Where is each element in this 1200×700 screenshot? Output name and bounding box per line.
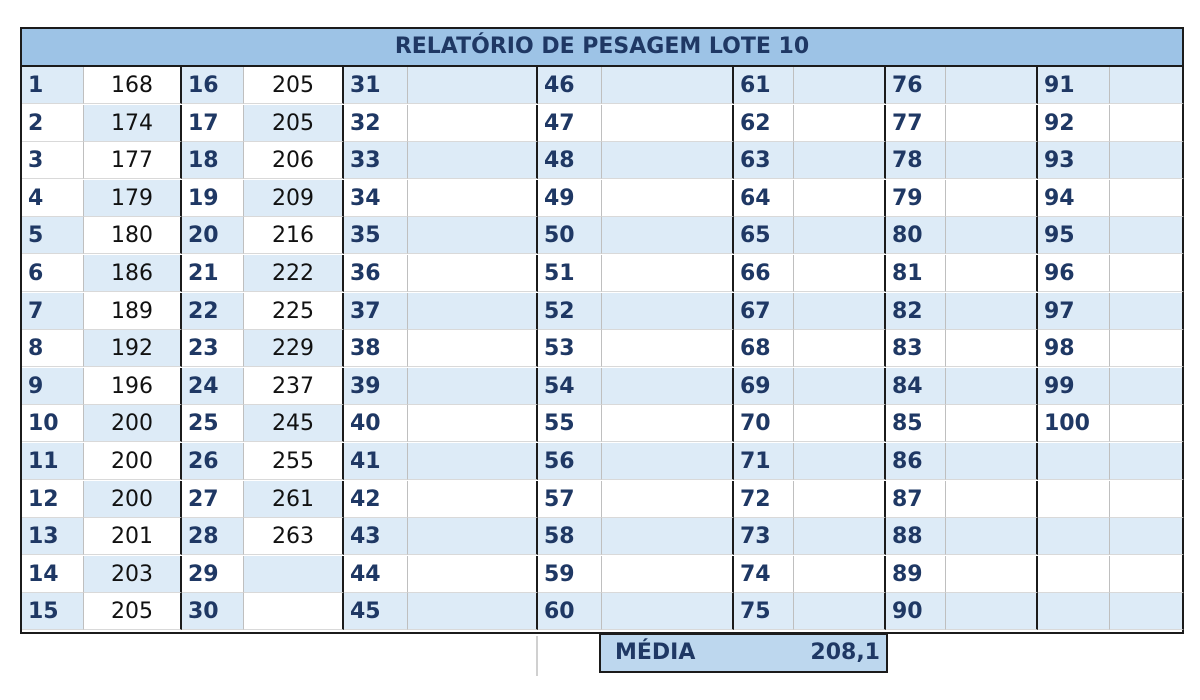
weight-value: 245 <box>244 405 344 442</box>
row-number: 1 <box>22 67 84 104</box>
row-number: 79 <box>886 180 946 217</box>
row-number: 78 <box>886 142 946 179</box>
weights-grid <box>22 67 1182 632</box>
row-number: 35 <box>344 217 408 254</box>
weight-value: 225 <box>244 293 344 330</box>
weight-value <box>602 330 734 367</box>
row-number: 3 <box>22 142 84 179</box>
row-number: 54 <box>538 368 602 405</box>
row-number <box>1038 556 1110 593</box>
row-number: 67 <box>734 293 794 330</box>
row-number: 98 <box>1038 330 1110 367</box>
weight-value <box>1110 217 1184 254</box>
average-box <box>599 633 888 673</box>
weight-value: 186 <box>84 255 182 292</box>
row-number: 16 <box>182 67 244 104</box>
weight-value <box>946 142 1038 179</box>
row-number: 95 <box>1038 217 1110 254</box>
row-number: 92 <box>1038 105 1110 142</box>
row-number: 71 <box>734 443 794 480</box>
weight-value <box>946 593 1038 630</box>
weight-value <box>794 217 886 254</box>
row-number: 31 <box>344 67 408 104</box>
report-title: RELATÓRIO DE PESAGEM LOTE 10 <box>22 29 1182 67</box>
weight-value: 205 <box>244 67 344 104</box>
row-number <box>1038 481 1110 518</box>
weight-value: 205 <box>244 105 344 142</box>
row-number: 77 <box>886 105 946 142</box>
row-number: 88 <box>886 518 946 555</box>
row-number: 72 <box>734 481 794 518</box>
row-number: 66 <box>734 255 794 292</box>
row-number: 18 <box>182 142 244 179</box>
row-number: 15 <box>22 593 84 630</box>
row-number: 61 <box>734 67 794 104</box>
weight-value: 206 <box>244 142 344 179</box>
weight-value <box>602 368 734 405</box>
weight-value <box>946 67 1038 104</box>
weight-value <box>1110 180 1184 217</box>
weight-value <box>794 593 886 630</box>
weight-value <box>408 293 538 330</box>
weight-value <box>244 556 344 593</box>
weight-value: 200 <box>84 405 182 442</box>
weight-value <box>794 518 886 555</box>
row-number: 80 <box>886 217 946 254</box>
row-number: 64 <box>734 180 794 217</box>
weight-value <box>946 255 1038 292</box>
weight-value <box>1110 330 1184 367</box>
row-number <box>1038 518 1110 555</box>
row-number: 6 <box>22 255 84 292</box>
weight-value <box>794 443 886 480</box>
weight-value <box>408 67 538 104</box>
weight-value <box>794 368 886 405</box>
weight-value <box>1110 255 1184 292</box>
weight-value <box>794 105 886 142</box>
weight-value: 201 <box>84 518 182 555</box>
row-number: 83 <box>886 330 946 367</box>
row-number: 20 <box>182 217 244 254</box>
row-number: 8 <box>22 330 84 367</box>
row-number: 93 <box>1038 142 1110 179</box>
weight-value <box>946 368 1038 405</box>
row-number: 32 <box>344 105 408 142</box>
weighing-report-table <box>20 27 1184 634</box>
row-number: 87 <box>886 481 946 518</box>
weight-value <box>946 105 1038 142</box>
weight-value <box>1110 593 1184 630</box>
weight-value <box>946 518 1038 555</box>
row-number: 12 <box>22 481 84 518</box>
weight-value <box>408 368 538 405</box>
weight-value: 189 <box>84 293 182 330</box>
row-number: 41 <box>344 443 408 480</box>
weight-value <box>408 142 538 179</box>
divider-line <box>536 636 538 676</box>
weight-value: 261 <box>244 481 344 518</box>
weight-value: 209 <box>244 180 344 217</box>
weight-value <box>408 405 538 442</box>
row-number: 62 <box>734 105 794 142</box>
weight-value <box>946 180 1038 217</box>
weight-value <box>794 556 886 593</box>
weight-value <box>1110 67 1184 104</box>
row-number: 60 <box>538 593 602 630</box>
weight-value <box>1110 518 1184 555</box>
row-number: 34 <box>344 180 408 217</box>
row-number: 84 <box>886 368 946 405</box>
weight-value <box>794 142 886 179</box>
row-number: 85 <box>886 405 946 442</box>
row-number: 69 <box>734 368 794 405</box>
row-number: 10 <box>22 405 84 442</box>
row-number: 43 <box>344 518 408 555</box>
row-number: 57 <box>538 481 602 518</box>
weight-value <box>602 593 734 630</box>
weight-value <box>602 217 734 254</box>
row-number: 65 <box>734 217 794 254</box>
weight-value <box>408 105 538 142</box>
weight-value: 177 <box>84 142 182 179</box>
weight-value <box>408 255 538 292</box>
row-number: 5 <box>22 217 84 254</box>
weight-value <box>794 180 886 217</box>
weight-value <box>602 255 734 292</box>
weight-value <box>946 293 1038 330</box>
row-number: 19 <box>182 180 244 217</box>
weight-value <box>602 405 734 442</box>
row-number: 53 <box>538 330 602 367</box>
weight-value <box>794 255 886 292</box>
weight-value <box>602 105 734 142</box>
row-number: 28 <box>182 518 244 555</box>
row-number: 37 <box>344 293 408 330</box>
row-number: 26 <box>182 443 244 480</box>
weight-value <box>946 443 1038 480</box>
row-number: 55 <box>538 405 602 442</box>
row-number: 22 <box>182 293 244 330</box>
weight-value <box>602 142 734 179</box>
row-number: 89 <box>886 556 946 593</box>
row-number: 96 <box>1038 255 1110 292</box>
weight-value <box>946 405 1038 442</box>
weight-value <box>1110 405 1184 442</box>
row-number: 17 <box>182 105 244 142</box>
weight-value <box>1110 368 1184 405</box>
average-label: MÉDIA <box>615 640 696 665</box>
row-number: 30 <box>182 593 244 630</box>
row-number: 7 <box>22 293 84 330</box>
row-number: 51 <box>538 255 602 292</box>
weight-value <box>408 217 538 254</box>
row-number: 21 <box>182 255 244 292</box>
weight-value: 205 <box>84 593 182 630</box>
row-number: 33 <box>344 142 408 179</box>
row-number: 58 <box>538 518 602 555</box>
weight-value <box>1110 293 1184 330</box>
row-number: 42 <box>344 481 408 518</box>
weight-value <box>794 405 886 442</box>
weight-value <box>602 443 734 480</box>
weight-value <box>244 593 344 630</box>
weight-value <box>1110 142 1184 179</box>
row-number: 39 <box>344 368 408 405</box>
weight-value <box>946 556 1038 593</box>
weight-value: 203 <box>84 556 182 593</box>
weight-value: 263 <box>244 518 344 555</box>
row-number: 38 <box>344 330 408 367</box>
row-number: 48 <box>538 142 602 179</box>
weight-value: 216 <box>244 217 344 254</box>
weight-value <box>408 330 538 367</box>
row-number: 50 <box>538 217 602 254</box>
weight-value: 237 <box>244 368 344 405</box>
weight-value: 168 <box>84 67 182 104</box>
weight-value <box>794 293 886 330</box>
weight-value: 222 <box>244 255 344 292</box>
weight-value <box>602 67 734 104</box>
weight-value <box>602 556 734 593</box>
row-number: 90 <box>886 593 946 630</box>
row-number <box>1038 443 1110 480</box>
row-number: 14 <box>22 556 84 593</box>
weight-value <box>408 481 538 518</box>
row-number: 73 <box>734 518 794 555</box>
weight-value: 174 <box>84 105 182 142</box>
weight-value <box>794 481 886 518</box>
row-number: 68 <box>734 330 794 367</box>
row-number: 36 <box>344 255 408 292</box>
row-number: 49 <box>538 180 602 217</box>
weight-value <box>408 443 538 480</box>
weight-value: 192 <box>84 330 182 367</box>
weight-value <box>408 593 538 630</box>
row-number: 97 <box>1038 293 1110 330</box>
row-number: 27 <box>182 481 244 518</box>
row-number <box>1038 593 1110 630</box>
row-number: 4 <box>22 180 84 217</box>
weight-value <box>1110 556 1184 593</box>
row-number: 94 <box>1038 180 1110 217</box>
row-number: 56 <box>538 443 602 480</box>
average-value: 208,1 <box>810 640 880 665</box>
row-number: 2 <box>22 105 84 142</box>
row-number: 70 <box>734 405 794 442</box>
weight-value <box>602 180 734 217</box>
row-number: 100 <box>1038 405 1110 442</box>
weight-value: 200 <box>84 481 182 518</box>
row-number: 52 <box>538 293 602 330</box>
row-number: 44 <box>344 556 408 593</box>
row-number: 75 <box>734 593 794 630</box>
row-number: 74 <box>734 556 794 593</box>
weight-value <box>946 330 1038 367</box>
weight-value <box>946 217 1038 254</box>
weight-value <box>602 518 734 555</box>
weight-value: 196 <box>84 368 182 405</box>
row-number: 29 <box>182 556 244 593</box>
weight-value <box>408 556 538 593</box>
weight-value: 255 <box>244 443 344 480</box>
weight-value: 200 <box>84 443 182 480</box>
weight-value <box>602 293 734 330</box>
weight-value <box>794 330 886 367</box>
weight-value <box>1110 105 1184 142</box>
weight-value: 179 <box>84 180 182 217</box>
row-number: 81 <box>886 255 946 292</box>
row-number: 86 <box>886 443 946 480</box>
weight-value <box>1110 443 1184 480</box>
weight-value <box>946 481 1038 518</box>
row-number: 24 <box>182 368 244 405</box>
weight-value <box>602 481 734 518</box>
weight-value <box>408 180 538 217</box>
row-number: 82 <box>886 293 946 330</box>
row-number: 11 <box>22 443 84 480</box>
weight-value <box>408 518 538 555</box>
row-number: 9 <box>22 368 84 405</box>
row-number: 63 <box>734 142 794 179</box>
row-number: 59 <box>538 556 602 593</box>
weight-value <box>794 67 886 104</box>
row-number: 13 <box>22 518 84 555</box>
weight-value <box>1110 481 1184 518</box>
row-number: 99 <box>1038 368 1110 405</box>
row-number: 25 <box>182 405 244 442</box>
row-number: 45 <box>344 593 408 630</box>
row-number: 46 <box>538 67 602 104</box>
row-number: 91 <box>1038 67 1110 104</box>
row-number: 76 <box>886 67 946 104</box>
row-number: 47 <box>538 105 602 142</box>
weight-value: 229 <box>244 330 344 367</box>
row-number: 40 <box>344 405 408 442</box>
weight-value: 180 <box>84 217 182 254</box>
row-number: 23 <box>182 330 244 367</box>
